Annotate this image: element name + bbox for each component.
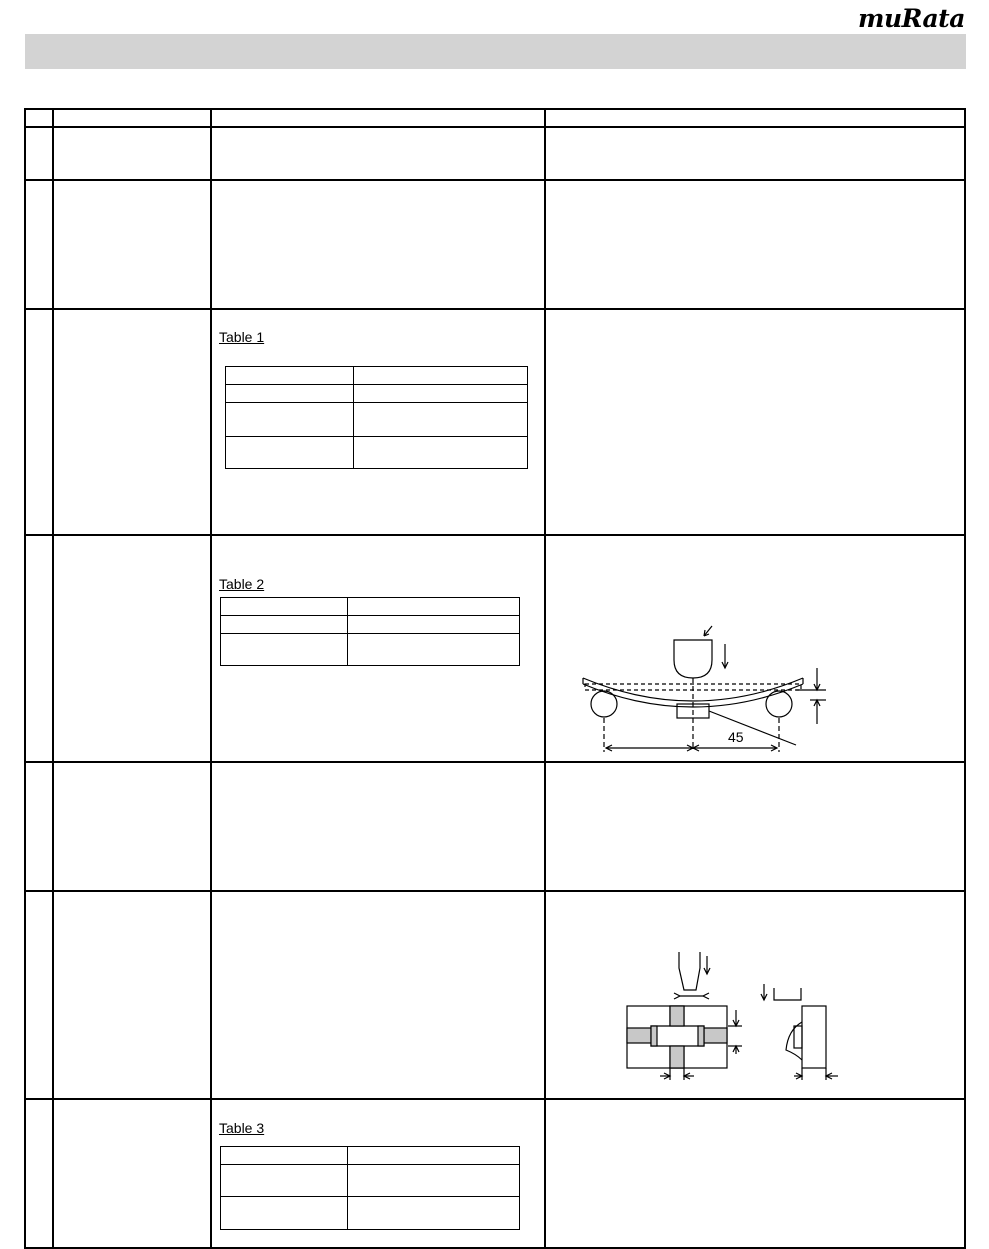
substrate-side-view [802,1006,826,1068]
chip-terminal [651,1026,657,1046]
row-divider [24,179,966,181]
row-divider [24,890,966,892]
right-support [766,691,792,717]
bend-test-diagram [570,620,840,755]
span-label: 45 [728,729,744,745]
press-jig-shape [674,640,712,678]
land-segment [670,1046,684,1068]
land-dimension-arrowheads [733,1020,739,1052]
chip-top-view [651,1026,704,1046]
side-push-tool [774,988,801,1000]
murata-logo: muRata [858,4,965,33]
row-divider [24,1098,966,1100]
table-2 [220,597,520,666]
header-row-divider [24,126,966,128]
push-tool [679,952,700,990]
row-divider [24,534,966,536]
table-3-caption: Table 3 [219,1120,265,1136]
column-divider-item [210,108,212,1249]
table-row [221,634,520,666]
table-row [226,403,528,436]
title-banner [25,34,966,69]
table-row [221,1147,520,1165]
chip-terminal [698,1026,704,1046]
table-row [226,385,528,403]
table-3 [220,1146,520,1230]
table-row [221,616,520,634]
table-1 [225,366,528,469]
table-row [221,598,520,616]
row-divider [24,308,966,310]
left-support [591,691,617,717]
table-row [221,1197,520,1230]
table-1-caption: Table 1 [219,329,265,345]
column-divider-spec [544,108,546,1249]
table-top-border [24,108,966,110]
table-row [226,367,528,385]
table-row [221,1165,520,1197]
column-divider-no [52,108,54,1249]
table-row [226,436,528,468]
table-2-caption: Table 2 [219,576,265,592]
table-right-border [964,108,966,1249]
push-test-diagram [620,950,845,1085]
table-left-border [24,108,26,1249]
chip-side-view [794,1026,802,1048]
row-divider [24,761,966,763]
land-segment [670,1006,684,1026]
